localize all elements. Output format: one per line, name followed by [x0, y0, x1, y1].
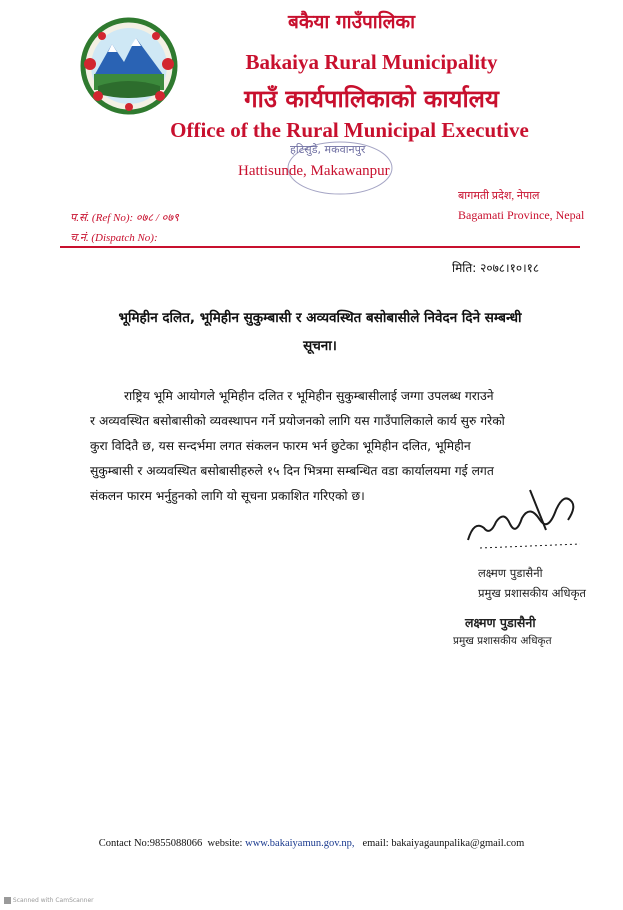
- reference-number: प.सं. (Ref No): ०७८ / ०७९: [70, 212, 179, 224]
- footer-website-label: website:: [207, 838, 243, 849]
- signatory-name-handwritten: लक्ष्मण पुडासैनी: [478, 566, 543, 580]
- scanner-watermark: [4, 897, 94, 904]
- office-location: Hattisunde, Makawanpur: [238, 163, 390, 179]
- municipality-name-nepali: बकैया गाउँपालिका: [287, 11, 416, 33]
- body-line: राष्ट्रिय भूमि आयोगले भूमिहीन दलित र भूमिहीन सुकुम्बासीलाई जग्गा उपलब्ध गराउने: [124, 389, 494, 403]
- office-name-english: Office of the Rural Municipal Executive: [170, 118, 529, 142]
- body-line: संकलन फारम भर्नुहुनको लागि यो सूचना प्रकाशित गरिएको छ।: [90, 489, 365, 503]
- province-english: Bagamati Province, Nepal: [458, 208, 585, 222]
- body-line: कुरा विदितै छ, यस सन्दर्भमा लगत संकलन फारम भर्न छुटेका भूमिहीन दलित, भूमिहीन: [90, 439, 471, 453]
- handwritten-signature: [460, 480, 590, 560]
- dispatch-number: च.नं. (Dispatch No):: [70, 232, 158, 244]
- signatory-title-handwritten: प्रमुख प्रशासकीय अधिकृत: [478, 586, 586, 600]
- header-divider: [60, 246, 580, 248]
- letter-subject: [90, 304, 550, 360]
- body-line: सुकुम्बासी र अव्यवस्थित बसोबासीहरुले १५ दिन भित्रमा सम्बन्धित वडा कार्यालयमा गई लगत: [90, 464, 494, 478]
- signatory-name-stamp: लक्ष्मण पुडासैनी: [465, 615, 536, 630]
- stamp-text: हटिसुडे, मकवानपुर: [290, 143, 366, 156]
- footer-phone: Contact No:9855088066: [98, 838, 203, 849]
- province-nepali: बागमती प्रदेश, नेपाल: [458, 190, 540, 202]
- office-name-nepali: गाउँ कार्यपालिकाको कार्यालय: [244, 85, 499, 113]
- body-line: र अव्यवस्थित बसोबासीको व्यवस्थापन गर्ने प्रयोजनको लागि यस गाउँपालिकाले कार्य सुरु गरेको: [90, 414, 505, 428]
- footer-email[interactable]: bakaiyagaunpalika@gmail.com: [391, 838, 525, 849]
- scanner-mark-text: Scanned with CamScanner: [12, 897, 94, 904]
- footer-contact-line: [0, 838, 623, 849]
- footer-email-label: email:: [362, 838, 389, 849]
- subject-line-2: सूचना।: [303, 338, 337, 354]
- letter-date: मिति: २०७८।१०।१८: [452, 261, 540, 275]
- subject-line-1: भूमिहीन दलित, भूमिहीन सुकुम्बासी र अव्यवस्थित बसोबासीले निवेदन दिने सम्बन्धी: [118, 310, 522, 326]
- municipality-name-english: Bakaiya Rural Municipality: [245, 50, 498, 74]
- footer-website-link[interactable]: www.bakaiyamun.gov.np,: [245, 838, 355, 849]
- camscanner-icon: [4, 897, 11, 904]
- signatory-title-stamp: प्रमुख प्रशासकीय अधिकृत: [453, 635, 552, 647]
